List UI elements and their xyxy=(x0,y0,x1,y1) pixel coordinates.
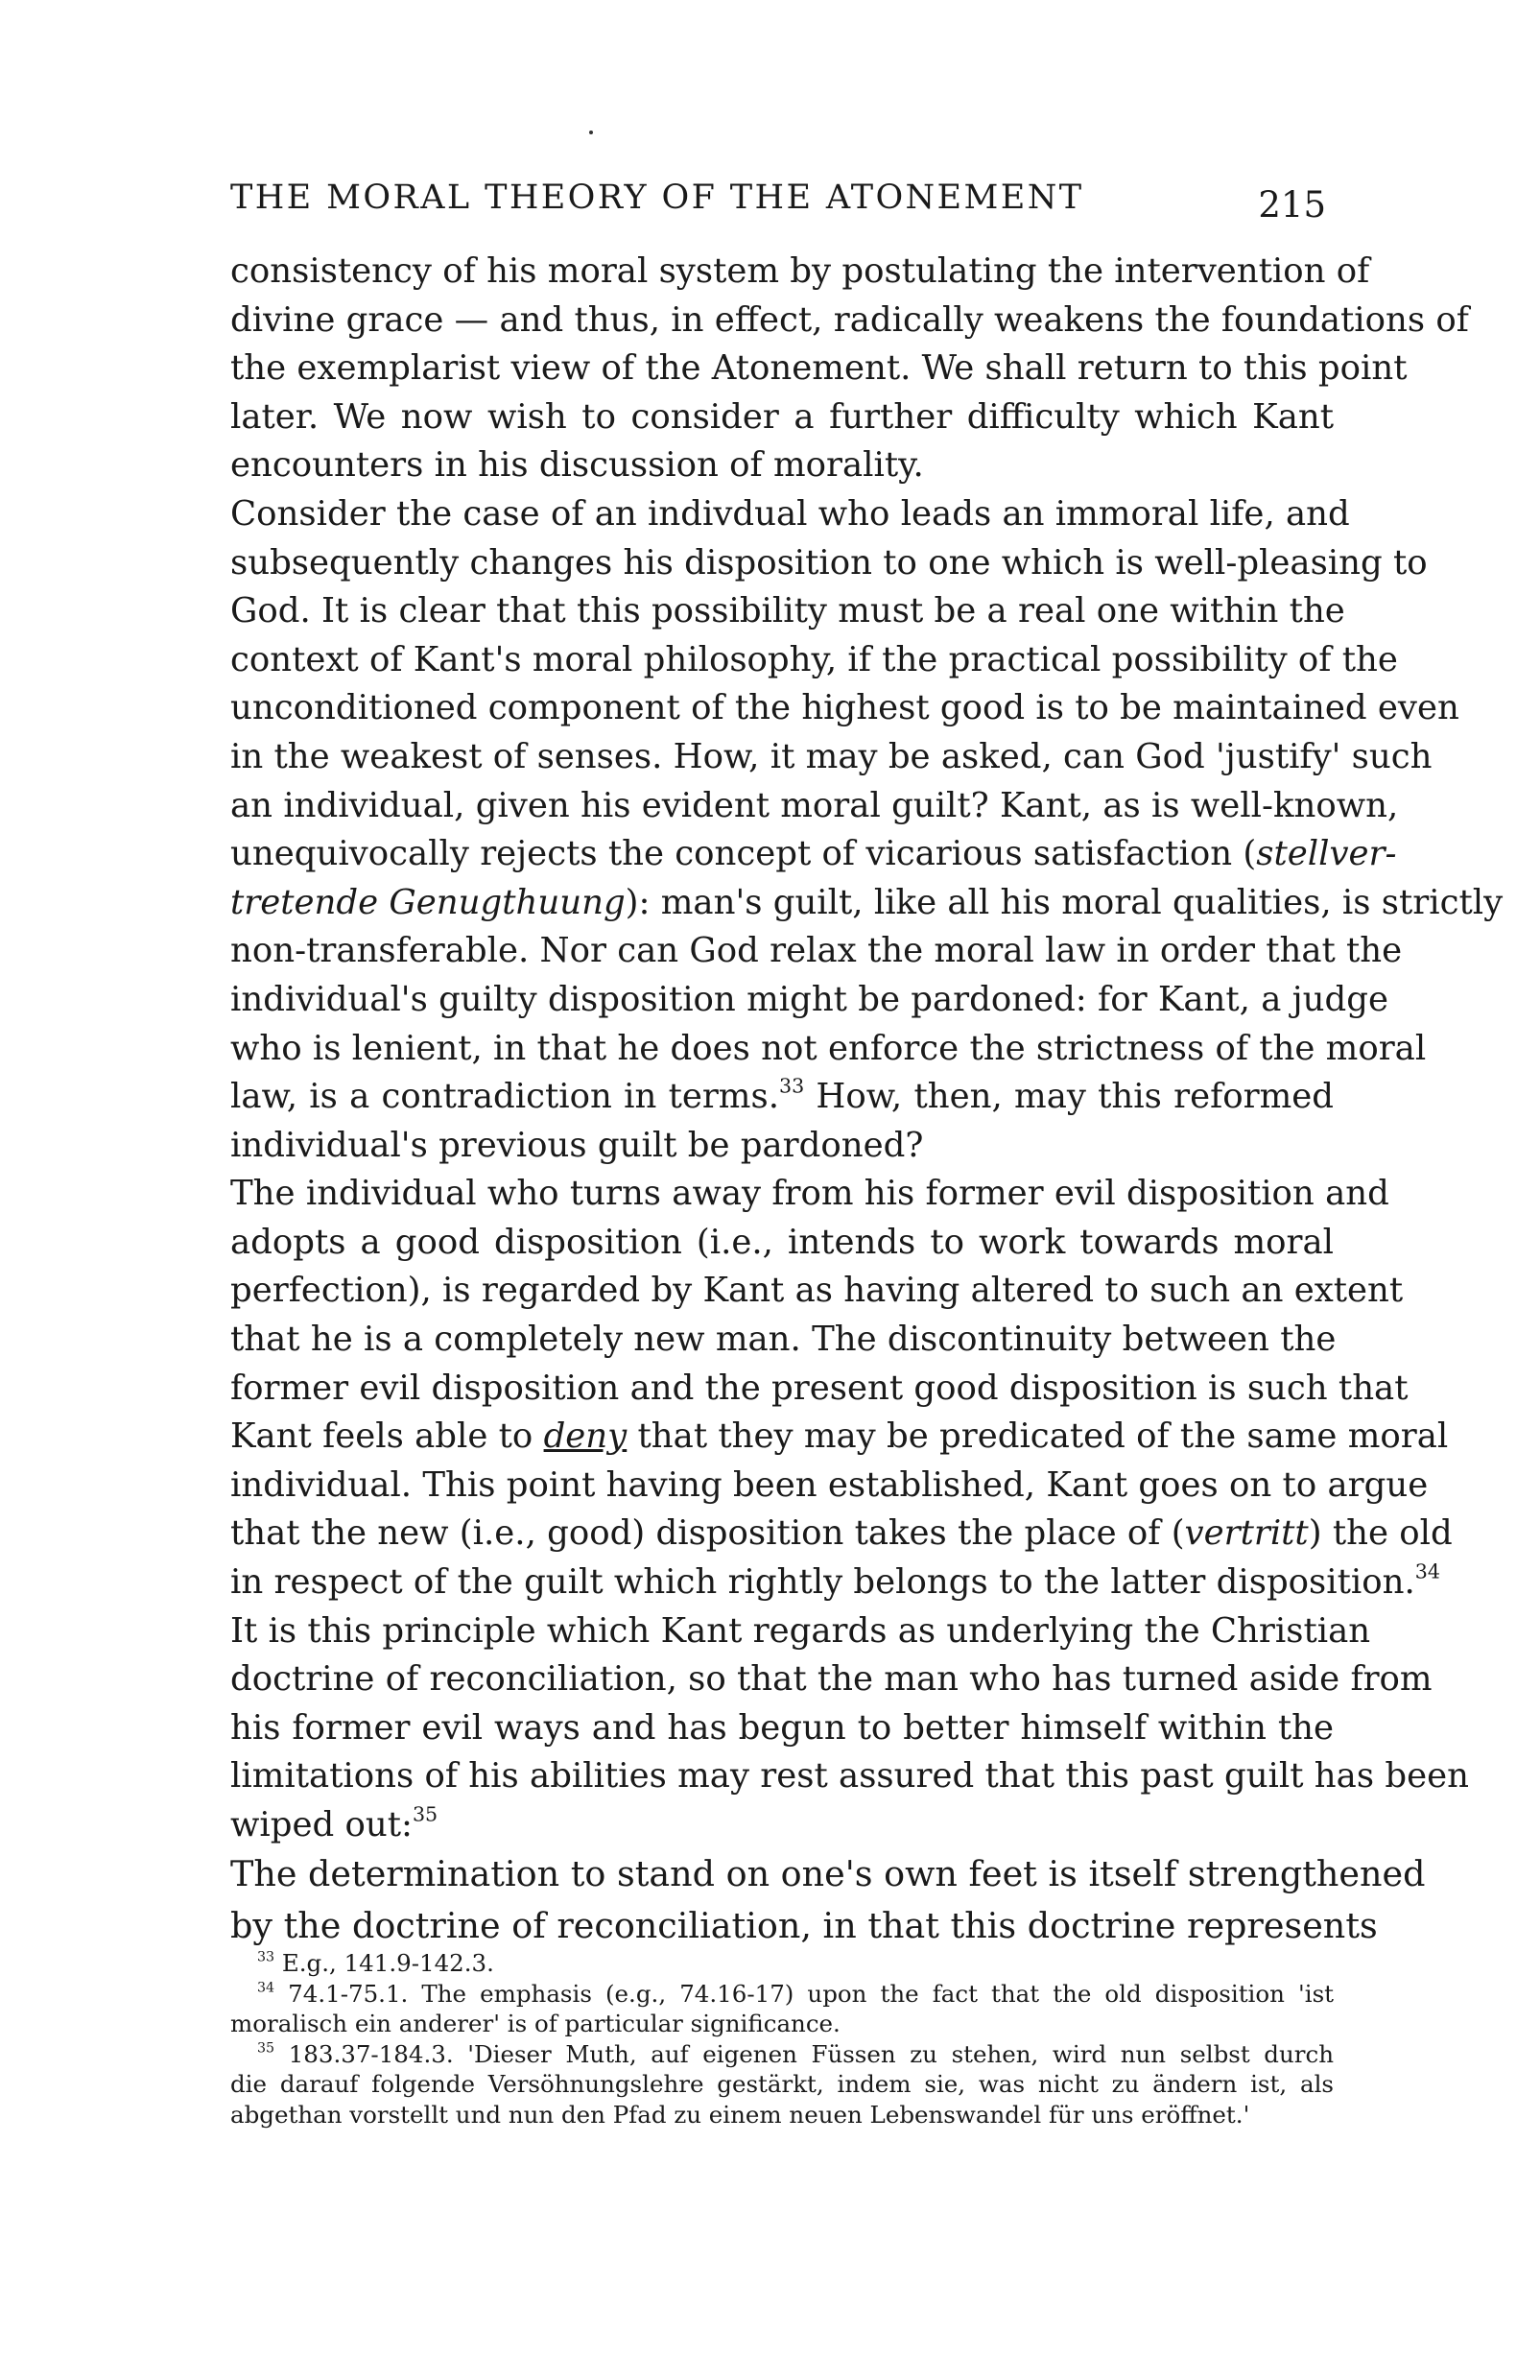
text-line: who is lenient, in that he does not enforce the strictness of the moral xyxy=(230,1028,1427,1068)
text-fragment: wiped out: xyxy=(230,1805,413,1844)
text-fragment: that they may be predicated of the same moral xyxy=(627,1416,1449,1457)
text-fragment: unequivocally rejects the concept of vicarious satisfaction ( xyxy=(230,834,1257,874)
footnote-33 xyxy=(230,1948,1334,1979)
footnote-marker: 34 xyxy=(257,1979,275,1995)
text-line xyxy=(230,1073,1334,1122)
text-line xyxy=(230,1801,1334,1850)
quote-line: by the doctrine of reconciliation, in that this doctrine represents xyxy=(230,1905,1378,1946)
main-text xyxy=(230,248,1504,1850)
text-line: an individual, given his evident moral guilt? Kant, as is well-known, xyxy=(230,785,1399,825)
italic-term: tretende Genugthuung xyxy=(230,882,626,922)
italic-term xyxy=(544,1416,628,1456)
text-line: The individual who turns away from his former evil disposition and xyxy=(230,1174,1389,1214)
footnote-35-cont: abgethan vorstellt und nun den Pfad zu einem neuen Lebenswandel für uns eröffnet.' xyxy=(230,2100,1250,2129)
text-line: doctrine of reconciliation, so that the man who has turned aside from xyxy=(230,1659,1433,1700)
quote-line: The determination to stand on one's own feet is itself strengthened xyxy=(230,1853,1426,1894)
text-fragment: law, is a contradiction in terms. xyxy=(230,1077,779,1117)
text-line: individual's guilty disposition might be pardoned: for Kant, a judge xyxy=(230,979,1388,1019)
print-speck xyxy=(589,131,593,134)
footnote-marker: 35 xyxy=(257,2039,275,2056)
footnote-35-cont: die darauf folgende Versöhnungslehre gestärkt, indem sie, was nicht zu ändern ist, als xyxy=(230,2070,1334,2098)
footnote-text: 74.1-75.1. The emphasis (e.g., 74.16-17) upon the fact that the old disposition 'ist xyxy=(288,1979,1334,2008)
text-line: former evil disposition and the present good disposition is such that xyxy=(230,1368,1409,1408)
footnote-text: E.g., 141.9-142.3. xyxy=(281,1949,494,1977)
text-line xyxy=(230,879,1504,928)
text-line: individual's previous guilt be pardoned? xyxy=(230,1125,924,1165)
text-line: non-transferable. Nor can God relax the moral law in order that the xyxy=(230,931,1403,971)
text-line: unconditioned component of the highest good is to be maintained even xyxy=(230,688,1459,728)
text-line: Consider the case of an indivdual who leads an immoral life, and xyxy=(230,493,1350,534)
footnote-ref-35: 35 xyxy=(412,1802,438,1826)
text-line xyxy=(230,1413,1449,1462)
running-head-title: THE MORAL THEORY OF THE ATONEMENT xyxy=(230,178,1084,217)
text-fragment: Kant feels able to xyxy=(230,1416,544,1457)
footnote-ref-34: 34 xyxy=(1414,1559,1440,1583)
running-head xyxy=(230,178,1334,232)
text-line: his former evil ways and has begun to better himself within the xyxy=(230,1707,1334,1748)
italic-term: vertritt xyxy=(1184,1513,1309,1554)
text-line: adopts a good disposition (i.e., intends to work towards moral xyxy=(230,1222,1334,1262)
text-fragment: in respect of the guilt which rightly belongs to the latter disposition. xyxy=(230,1562,1415,1603)
text-line: limitations of his abilities may rest assured that this past guilt has been xyxy=(230,1756,1469,1797)
text-fragment: ) the old xyxy=(1308,1513,1453,1554)
footnotes xyxy=(230,1948,1334,2130)
underlined-term: deny xyxy=(543,1416,628,1457)
text-line: subsequently changes his disposition to one which is well-pleasing to xyxy=(230,542,1428,583)
italic-term: stellver- xyxy=(1256,834,1397,874)
footnote-34 xyxy=(230,1979,1334,2010)
text-line: divine grace — and thus, in effect, radically weakens the foundations of xyxy=(230,299,1469,340)
block-quote xyxy=(230,1848,1426,1952)
page-number: 215 xyxy=(1258,184,1326,226)
text-line: encounters in his discussion of morality. xyxy=(230,445,924,486)
footnote-ref-33: 33 xyxy=(778,1074,805,1098)
footnote-marker: 33 xyxy=(257,1949,275,1965)
text-line: in the weakest of senses. How, it may be asked, can God 'justify' such xyxy=(230,736,1433,776)
text-line xyxy=(230,830,1397,879)
text-line xyxy=(230,1510,1453,1559)
text-line: individual. This point having been established, Kant goes on to argue xyxy=(230,1464,1429,1505)
footnote-text: 183.37-184.3. 'Dieser Muth, auf eigenen Füssen zu stehen, wird nun selbst durch xyxy=(288,2039,1334,2068)
footnote-35 xyxy=(230,2039,1334,2070)
footnote-34-cont: moralisch ein anderer' is of particular significance. xyxy=(230,2010,841,2037)
text-line: God. It is clear that this possibility must be a real one within the xyxy=(230,591,1345,631)
text-line: later. We now wish to consider a further difficulty which Kant xyxy=(230,396,1334,437)
text-line: the exemplarist view of the Atonement. We shall return to this point xyxy=(230,348,1408,389)
text-fragment: that the new (i.e., good) disposition takes the place of ( xyxy=(230,1513,1185,1554)
text-fragment: How, then, may this reformed xyxy=(804,1077,1334,1117)
text-line: It is this principle which Kant regards as underlying the Christian xyxy=(230,1610,1371,1651)
text-line: perfection), is regarded by Kant as having altered to such an extent xyxy=(230,1271,1404,1311)
text-line xyxy=(230,1559,1440,1607)
text-line: context of Kant's moral philosophy, if the practical possibility of the xyxy=(230,639,1398,679)
text-line: consistency of his moral system by postulating the intervention of xyxy=(230,251,1370,291)
text-fragment: ): man's guilt, like all his moral qualities, is strictly xyxy=(625,882,1504,922)
text-line: that he is a completely new man. The discontinuity between the xyxy=(230,1320,1337,1360)
